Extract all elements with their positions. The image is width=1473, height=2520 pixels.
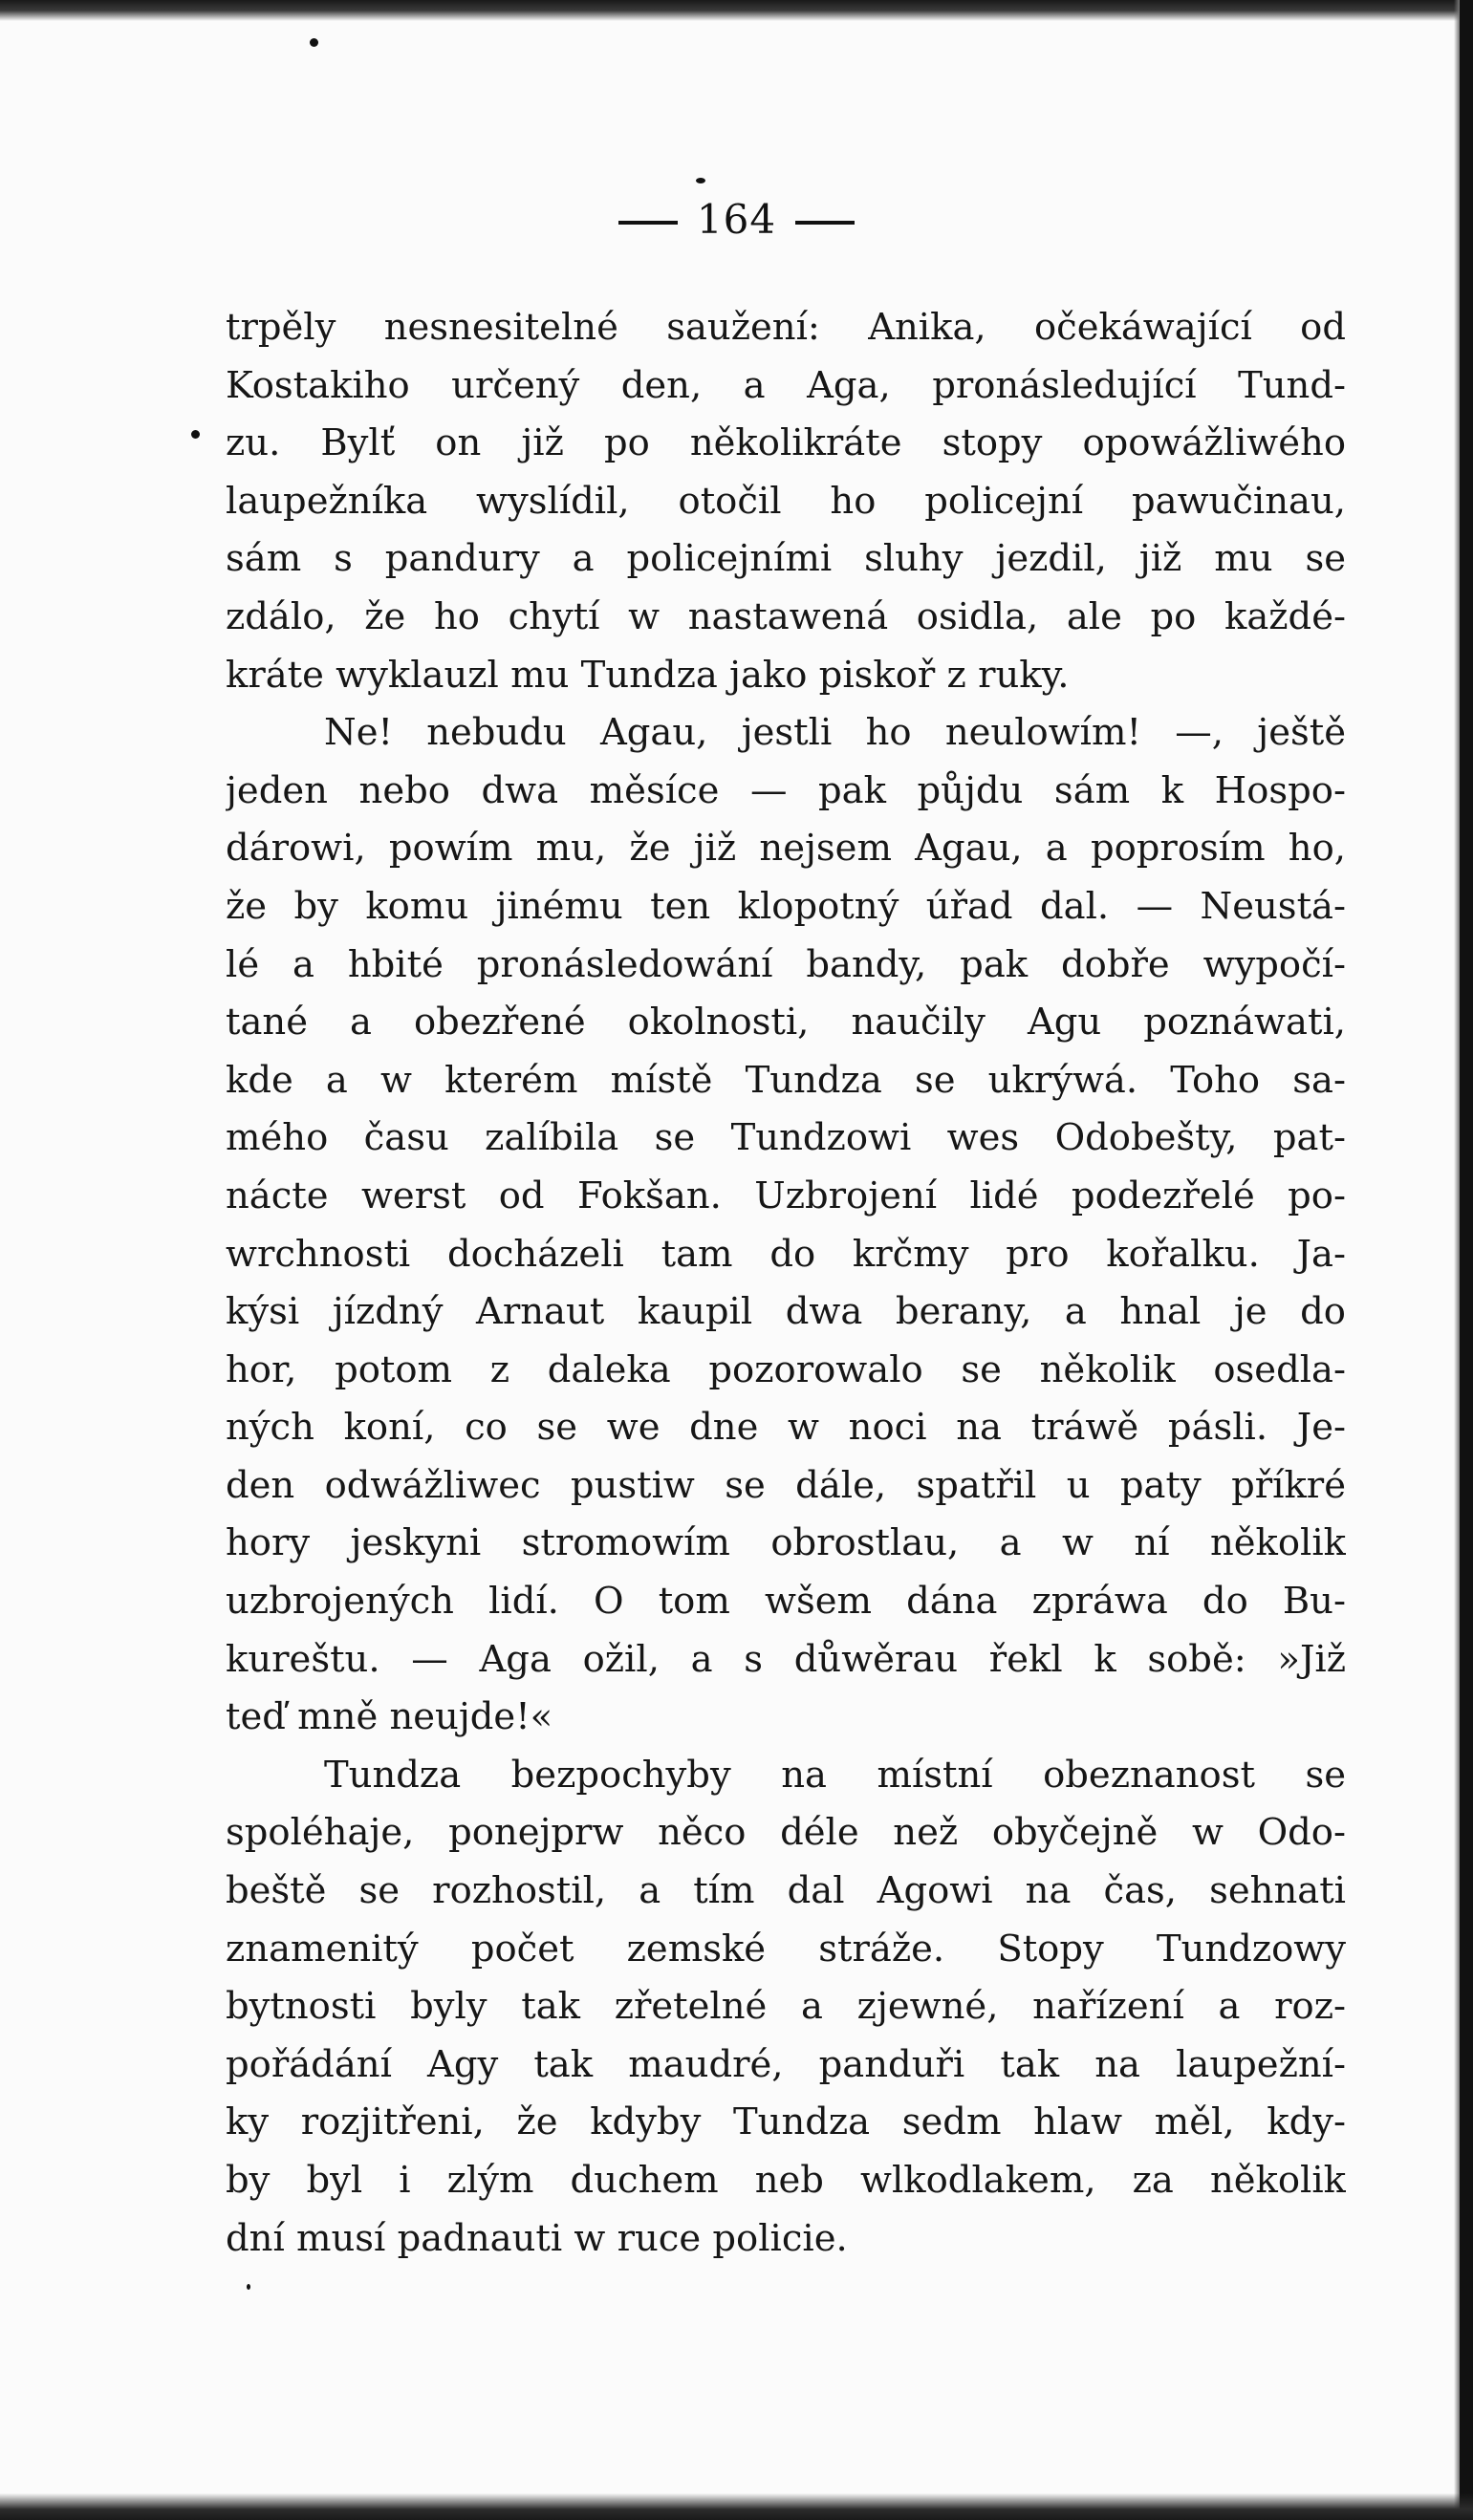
text-line: laupežníka wyslídil, otočil ho policejní pawučinau, [226,479,1346,523]
text-line: mého času zalíbila se Tundzowi wes Odobešty, pat- [226,1116,1346,1160]
page-header [0,196,1473,243]
text-line: teď mně neujde!« [226,1695,553,1739]
text-line: kýsi jízdný Arnaut kaupil dwa berany, a hnal je do [226,1290,1346,1334]
ink-speck [310,38,318,47]
ink-speck [696,178,705,183]
text-line: den odwážliwec pustiw se dále, spatřil u paty příkré [226,1463,1346,1507]
text-line: hor, potom z daleka pozorowalo se několik osedla- [226,1347,1346,1391]
text-line: znamenitý počet zemské stráže. Stopy Tundzowy [226,1927,1346,1971]
text-line: beště se rozhostil, a tím dal Agowi na čas, sehnati [226,1869,1346,1913]
text-line: dárowi, powím mu, že již nejsem Agau, a poprosím ho, [226,827,1346,871]
text-line: tané a obezřené okolnosti, naučily Agu poznáwati, [226,1001,1346,1045]
text-line: zu. Bylť on již po několikráte stopy opowážliwého [226,421,1346,465]
scan-top-edge [0,0,1473,21]
text-line: Ne! nebudu Agau, jestli ho neulowím! —, ještě [324,711,1346,755]
scan-bottom-edge [0,2493,1473,2520]
text-line: že by komu jinému ten klopotný úřad dal. — Neustá- [226,884,1346,928]
header-dash-right [795,221,855,225]
text-line: Kostakiho určený den, a Aga, pronásledující Tund- [226,363,1346,407]
text-line: trpěly nesnesitelné saužení: Anika, očekáwající od [226,306,1346,349]
text-line: zdálo, že ho chytí w nastawená osidla, ale po každé- [226,594,1346,638]
ink-speck [247,2284,250,2290]
text-line: uzbrojených lidí. O tom wšem dána zpráwa do Bu- [226,1580,1346,1624]
text-line: bytnosti byly tak zřetelné a zjewné, nařízení a roz- [226,1985,1346,2029]
header-dash-left [618,221,678,225]
text-line: hory jeskyni stromowím obrostlau, a w ní několik [226,1521,1346,1565]
ink-speck [191,430,200,439]
text-line: kureštu. — Aga ožil, a s důwěrau řekl k sobě: »Již [226,1637,1346,1681]
scan-right-edge [1460,0,1473,2520]
text-line: ných koní, co se we dne w noci na tráwě pásli. Je- [226,1406,1346,1450]
text-line: sám s pandury a policejními sluhy jezdil, již mu se [226,537,1346,581]
page-number: 164 [696,196,777,243]
text-line: dní musí padnauti w ruce policie. [226,2216,848,2260]
text-line: ky rozjitřeni, že kdyby Tundza sedm hlaw měl, kdy- [226,2100,1346,2144]
text-line: spoléhaje, ponejprw něco déle než obyčejně w Odo- [226,1811,1346,1855]
text-line: nácte werst od Fokšan. Uzbrojení lidé podezřelé po- [226,1174,1346,1217]
text-line: by byl i zlým duchem neb wlkodlakem, za několik [226,2159,1346,2202]
text-line: kde a w kterém místě Tundza se ukrýwá. Toho sa- [226,1058,1346,1102]
text-line: jeden nebo dwa měsíce — pak půjdu sám k Hospo- [226,768,1346,812]
text-line: pořádání Agy tak maudré, panduři tak na laupežní- [226,2042,1346,2086]
text-line: kráte wyklauzl mu Tundza jako piskoř z ruky. [226,653,1070,697]
text-line: Tundza bezpochyby na místní obeznanost se [324,1753,1346,1797]
body-text [226,299,1346,2268]
text-line: wrchnosti docházeli tam do krčmy pro kořalku. Ja- [226,1232,1346,1276]
text-line: lé a hbité pronásledowání bandy, pak dobře wypočí- [226,942,1346,986]
